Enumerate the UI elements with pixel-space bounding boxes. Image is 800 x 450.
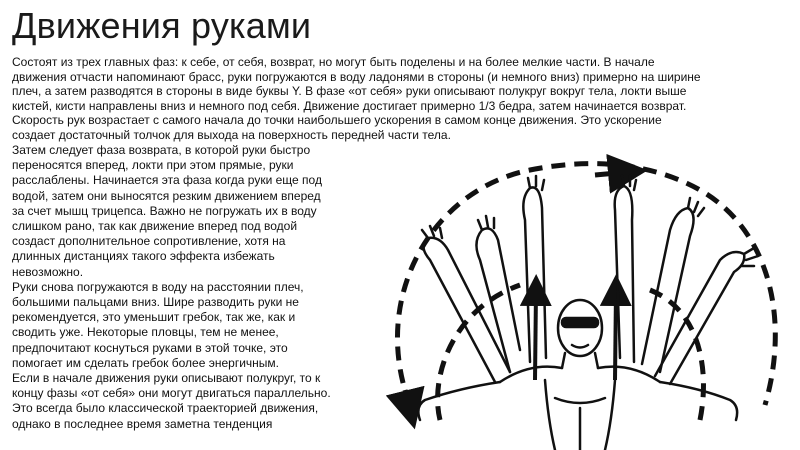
swimmer-arm-motion-illustration — [370, 150, 790, 450]
page-title: Движения руками — [12, 5, 312, 46]
body-line: Затем следует фаза возврата, в которой руки быстро — [12, 143, 311, 157]
body-line: длинных дистанциях такого эффекта избежать — [12, 249, 275, 264]
intro-line: кистей, кисти направлены вниз и немного под себя. Движение достигает примерно 1/3 бедра, затем начинается возврат. — [12, 98, 687, 113]
arrow-icon — [595, 172, 628, 175]
body-line: сводить уже. Некоторые пловцы, тем не менее, — [12, 325, 279, 340]
body-line: расслаблены. Начинается эта фаза когда руки еще под — [12, 173, 322, 188]
intro-paragraph — [12, 55, 792, 142]
arm-trajectory-inner-right-path — [650, 290, 703, 420]
body-line: рекомендуется, это уменьшит гребок, так же, как и — [12, 310, 296, 325]
swimmer-figure — [418, 176, 758, 450]
intro-line: создает достаточный толчок для выхода на поверхность передней части тела. — [12, 127, 451, 142]
body-line: создаст дополнительное сопротивление, хотя на — [12, 234, 286, 249]
arm-trajectory-dashed-path — [397, 164, 775, 405]
body-line: за счет мышц трицепса. Важно не погружать их в воду — [12, 203, 317, 218]
body-line: Это всегда было классической траекторией движения, — [12, 401, 319, 416]
body-line: водой, затем они выносятся резким движением вперед — [12, 188, 321, 203]
intro-line: Состоят из трех главных фаз: к себе, от себя, возврат, но могут быть поделены и на более мелкие части. В начале — [12, 55, 655, 69]
body-text-column — [12, 143, 382, 432]
body-line: невозможно. — [12, 264, 84, 279]
body-line: Если в начале движения руки описывают полукруг, то к — [12, 371, 321, 386]
intro-line: Скорость рук возрастает с самого начала до точки наибольшего ускорения в самом конце движения. Это ускорение — [12, 113, 662, 127]
intro-line: движения отчасти напоминают брасс, руки погружаются в воду ладонями в стороны (и немного вниз) примерно на ширине — [12, 69, 701, 84]
body-line: помогает им сделать гребок более энергичным. — [12, 355, 279, 370]
body-line: Руки снова погружаются в воду на расстоянии плеч, — [12, 279, 304, 294]
body-line: переносятся вперед, локти при этом прямые, руки — [12, 158, 294, 173]
intro-line: плеч, а затем разводятся в стороны в виде буквы Y. В фазе «от себя» руки описывают полукруг вокруг тела, локти выше — [12, 84, 687, 98]
body-line: концу фазы «от себя» они могут двигаться параллельно. — [12, 386, 331, 401]
arrow-icon — [405, 390, 410, 410]
body-line: предпочитают коснуться руками в этой точке, это — [12, 340, 288, 355]
body-line: однако в последнее время заметна тенденция — [12, 416, 273, 431]
body-line: слишком рано, так как движение вперед под водой — [12, 219, 298, 234]
body-line: большими пальцами вниз. Шире разводить руки не — [12, 295, 299, 310]
